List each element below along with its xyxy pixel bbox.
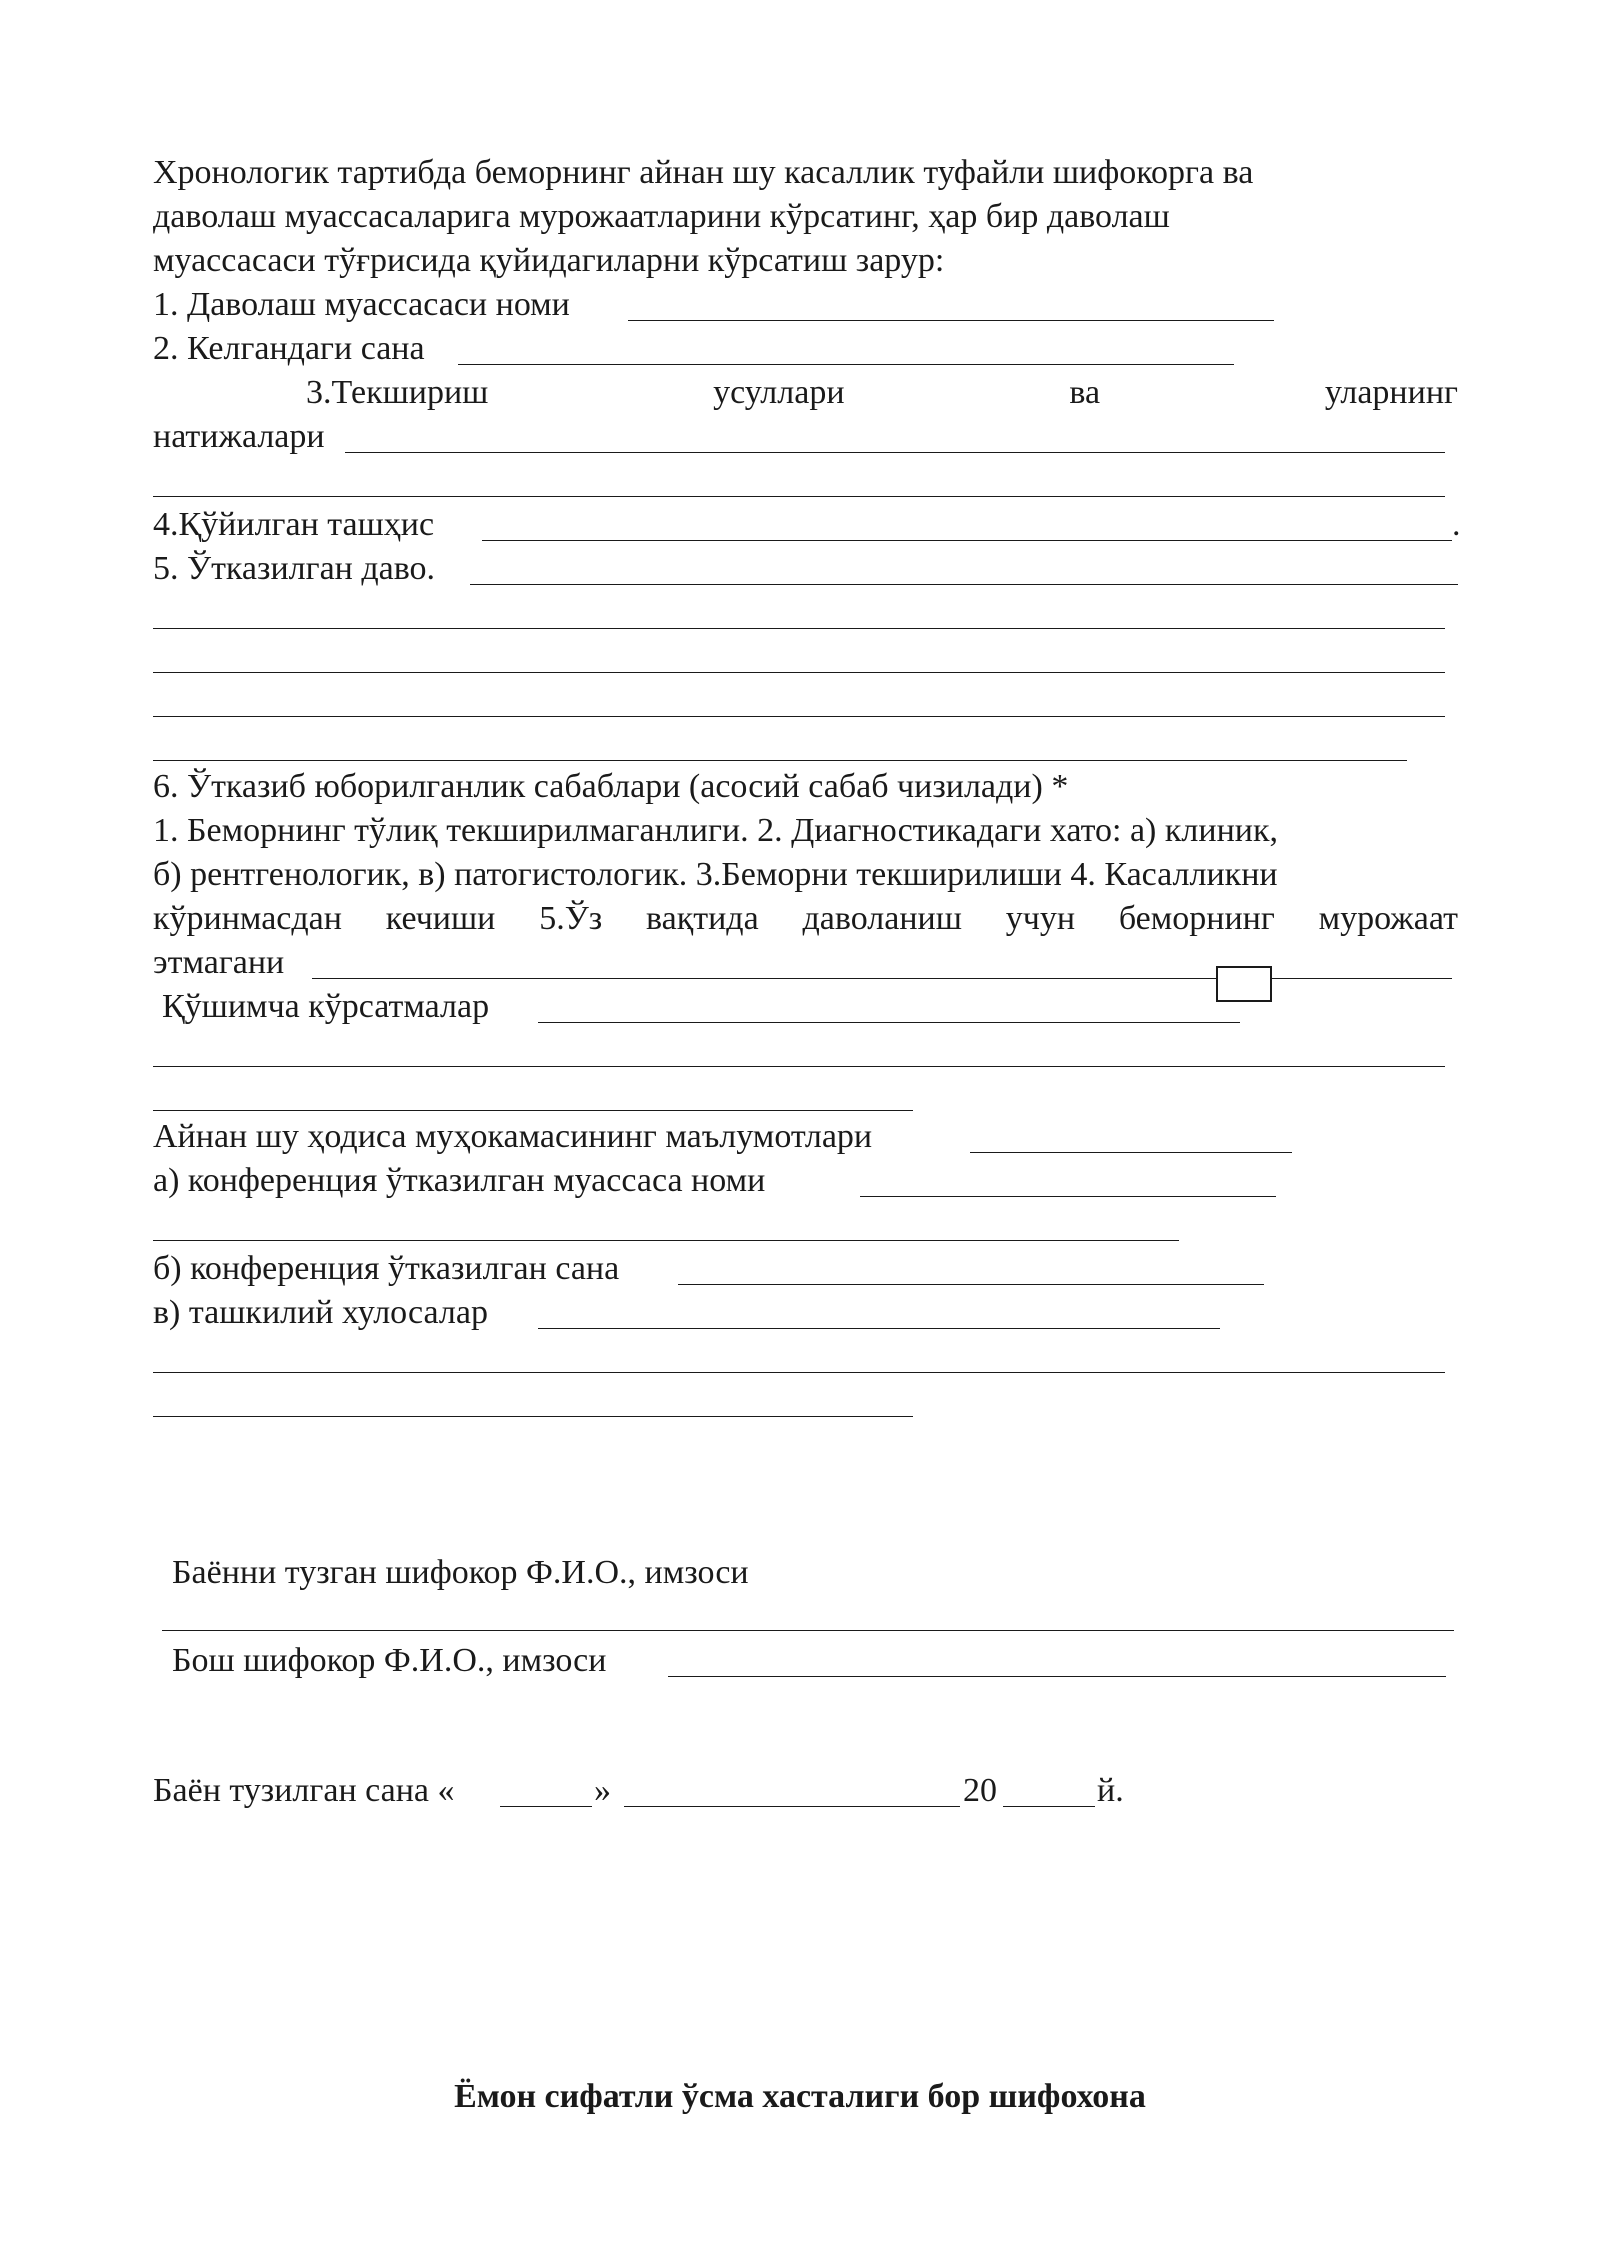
intro-line-1: Хронологик тартибда беморнинг айнан шу касаллик туфайли шифокорга ва — [153, 154, 1254, 191]
date-year-prefix: 20 — [963, 1772, 997, 1809]
reason-word: кечиши — [385, 900, 496, 937]
diagnosis-label: 4.Қўйилган ташҳис — [153, 506, 435, 543]
date-day-field[interactable] — [500, 1806, 592, 1807]
date-close-quote: » — [594, 1772, 611, 1809]
treatment-field-2[interactable] — [153, 628, 1445, 629]
conclusions-label: в) ташкилий хулосалар — [153, 1294, 488, 1331]
reason-word: мурожаат — [1318, 900, 1458, 937]
reason-word: даволаниш — [802, 900, 962, 937]
reason-checkbox[interactable] — [1216, 966, 1272, 1002]
additional-notes-field-3[interactable] — [153, 1110, 913, 1111]
additional-notes-label: Қўшимча кўрсатмалар — [162, 988, 490, 1025]
conf-institution-field-2[interactable] — [153, 1240, 1179, 1241]
missed-reasons-line-2: б) рентгенологик, в) патогистологик. 3.Беморни текширилиши 4. Касалликни — [153, 856, 1278, 893]
treatment-field-4[interactable] — [153, 716, 1445, 717]
conf-date-field[interactable] — [678, 1284, 1264, 1285]
treatment-label: 5. Ўтказилган даво. — [153, 550, 436, 587]
doctor-signature-label: Баённи тузган шифокор Ф.И.О., имзоси — [172, 1554, 749, 1591]
missed-reasons-line-3 — [153, 898, 1458, 940]
conclusions-field-3[interactable] — [153, 1416, 913, 1417]
reason-word: учун — [1005, 900, 1076, 937]
arrival-date-field[interactable] — [458, 364, 1234, 365]
conclusions-field-2[interactable] — [153, 1372, 1445, 1373]
methods-results-field[interactable] — [345, 452, 1445, 453]
diagnosis-end: . — [1452, 506, 1461, 543]
chief-signature-label: Бош шифокор Ф.И.О., имзоси — [172, 1642, 607, 1679]
date-year-suffix: й. — [1097, 1772, 1124, 1809]
institution-name-field[interactable] — [628, 320, 1274, 321]
treatment-field-3[interactable] — [153, 672, 1445, 673]
missed-reasons-field[interactable] — [312, 978, 1452, 979]
doctor-signature-field[interactable] — [162, 1630, 1454, 1631]
chief-signature-field[interactable] — [668, 1676, 1446, 1677]
discussion-field[interactable] — [970, 1152, 1292, 1153]
conf-institution-label: а) конференция ўтказилган муассаса номи — [153, 1162, 766, 1199]
diagnosis-field[interactable] — [482, 540, 1452, 541]
methods-label-line — [306, 372, 1458, 414]
intro-line-3: муассасаси тўғрисида қуйидагиларни кўрсатиш зарур: — [153, 242, 945, 279]
footer-title: Ёмон сифатли ўсма хасталиги бор шифохона — [454, 2078, 1146, 2115]
treatment-field[interactable] — [470, 584, 1458, 585]
date-year-field[interactable] — [1003, 1806, 1095, 1807]
methods-results-field-2[interactable] — [153, 496, 1445, 497]
conclusions-field[interactable] — [538, 1328, 1220, 1329]
additional-notes-field-2[interactable] — [153, 1066, 1445, 1067]
discussion-title: Айнан шу ҳодиса муҳокамасининг маълумотлари — [153, 1118, 873, 1155]
conf-date-label: б) конференция ўтказилган сана — [153, 1250, 620, 1287]
institution-name-label: 1. Даволаш муассасаси номи — [153, 286, 570, 323]
intro-line-2: даволаш муассасаларига мурожаатларини кўрсатинг, ҳар бир даволаш — [153, 198, 1170, 235]
methods-word: уларнинг — [1324, 374, 1458, 411]
date-label: Баён тузилган сана « — [153, 1772, 455, 1809]
conf-institution-field[interactable] — [860, 1196, 1276, 1197]
methods-results-label: натижалари — [153, 418, 325, 455]
missed-reasons-line-1: 1. Беморнинг тўлиқ текширилмаганлиги. 2. Диагностикадаги хато: а) клиник, — [153, 812, 1278, 849]
reason-word: 5.Ўз — [539, 900, 603, 937]
additional-notes-field[interactable] — [538, 1022, 1240, 1023]
treatment-field-5[interactable] — [153, 760, 1407, 761]
reason-word: беморнинг — [1118, 900, 1275, 937]
methods-word: 3.Текшириш — [306, 374, 489, 411]
reason-word: вақтида — [646, 900, 759, 937]
methods-word: усуллари — [713, 374, 845, 411]
methods-word: ва — [1069, 374, 1101, 411]
missed-reasons-line-4: этмагани — [153, 944, 285, 981]
reason-word: кўринмасдан — [153, 900, 342, 937]
arrival-date-label: 2. Келгандаги сана — [153, 330, 425, 367]
missed-reasons-title: 6. Ўтказиб юборилганлик сабаблари (асосий сабаб чизилади) * — [153, 768, 1069, 805]
date-month-field[interactable] — [624, 1806, 960, 1807]
